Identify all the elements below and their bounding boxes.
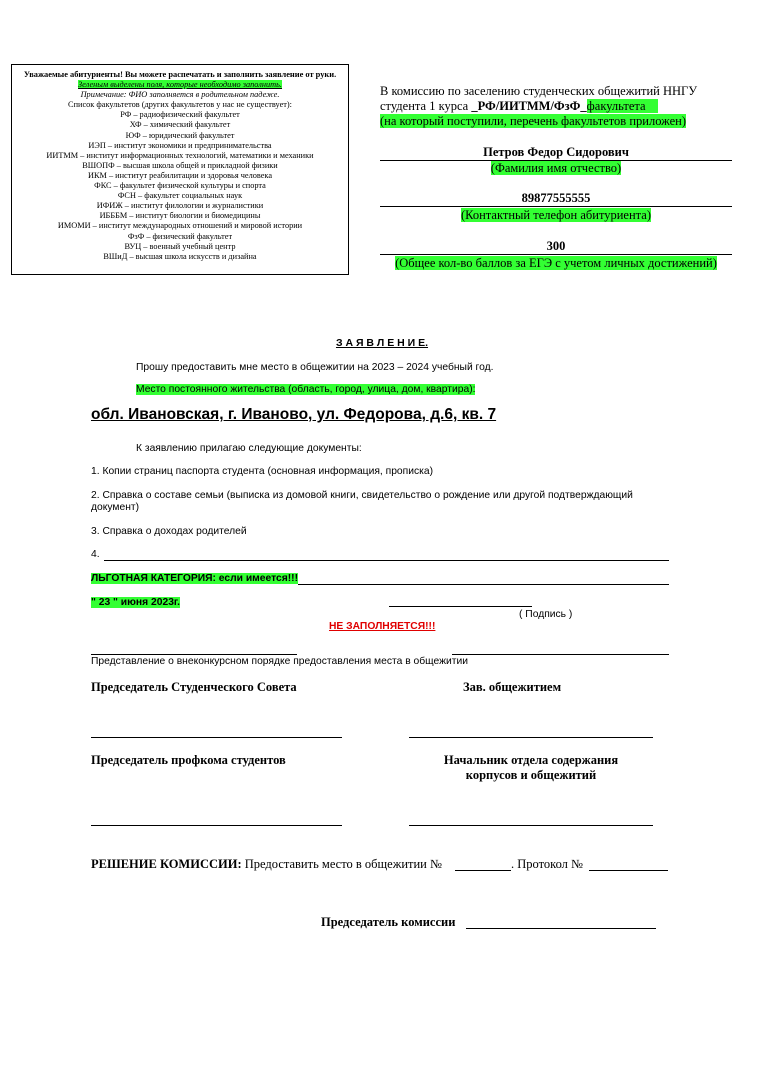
union-chair-line (91, 825, 342, 826)
noncompetitive-line-left (91, 654, 297, 655)
union-chair-label: Председатель профкома студентов (91, 753, 286, 767)
faculty-item: ВШОПФ – высшая школа общей и прикладной физики (82, 160, 278, 170)
notice-green-note: Зеленым выделены поля, которые необходимо заполнить. (78, 80, 282, 90)
dorm-head-label: Зав. общежитием (463, 680, 562, 694)
date-field[interactable]: " 23 " июня 2023г. (91, 597, 181, 608)
phone-field[interactable]: 89877555555 (380, 191, 732, 207)
commission-chair-label: Председатель комиссии (321, 915, 456, 929)
addressee-line3: (на который поступили, перечень факультетов приложен) (380, 114, 687, 128)
notice-title: Уважаемые абитуриенты! Вы можете распечатать и заполнить заявление от руки. (23, 70, 337, 79)
request-text: Прошу предоставить мне место в общежитии на 2023 – 2024 учебный год. (136, 362, 494, 373)
name-field[interactable]: Петров Федор Сидорович (380, 145, 732, 161)
faculty-item: ИБББМ – институт биологии и биомедицины (99, 211, 261, 221)
council-chair-line (91, 737, 342, 738)
residence-label: Место постоянного жительства (область, город, улица, дом, квартира): (136, 384, 476, 395)
score-label: (Общее кол-во баллов за ЕГЭ с учетом личных достижений) (395, 256, 717, 270)
addressee-header (380, 84, 750, 129)
addressee-line1: В комиссию по заселению студенческих общежитий ННГУ (380, 84, 698, 98)
notice-list-title: Список факультетов (других факультетов у нас не существует): (68, 100, 292, 110)
faculty-item: ВУЦ – военный учебный центр (124, 241, 236, 251)
doc-item-2-cont: документ) (91, 502, 140, 513)
doc-item-3: 3. Справка о доходах родителей (91, 526, 247, 537)
dorm-head-line (409, 737, 653, 738)
faculty-list (12, 110, 348, 261)
not-fill-warning: НЕ ЗАПОЛНЯЕТСЯ!!! (329, 621, 436, 632)
score-field[interactable]: 300 (380, 239, 732, 255)
faculty-item: ИКМ – институт реабилитации и здоровья человека (87, 170, 273, 180)
signature-line[interactable] (389, 606, 532, 607)
doc-item-4: 4. (91, 549, 100, 560)
notice-box (11, 64, 349, 275)
category-label: ЛЬГОТНАЯ КАТЕГОРИЯ: если имеется!!! (91, 573, 299, 584)
faculty-value: _РФ/ИИТММ/ФзФ_ (471, 99, 587, 113)
faculty-item: ИИТММ – институт информационных технологий, математики и механики (46, 150, 314, 160)
faculty-item: ИМОМИ – институт международных отношений и мировой истории (57, 221, 303, 231)
doc-item-4-line[interactable] (104, 560, 669, 561)
faculty-item: ФСН – факультет социальных наук (117, 191, 243, 201)
residence-value[interactable]: обл. Ивановская, г. Иваново, ул. Федорова, д.6, кв. 7 (91, 406, 497, 423)
faculty-item: ВШиД – высшая школа искусств и дизайна (103, 251, 257, 261)
doc-item-1: 1. Копии страниц паспорта студента (основная информация, прописка) (91, 466, 434, 477)
faculty-item: ФКС – факультет физической культуры и спорта (94, 181, 266, 191)
signature-label: ( Подпись ) (519, 609, 573, 620)
phone-label: (Контактный телефон абитуриента) (460, 208, 651, 222)
protocol-number-line (589, 870, 668, 871)
dept-head-line (409, 825, 653, 826)
protocol-text: . Протокол № (511, 857, 583, 871)
notice-fio-note: Примечание: ФИО заполняется в родительном падеже. (80, 90, 280, 100)
dept-head-label: Начальник отдела содержания корпусов и общежитий (443, 753, 619, 782)
noncompetitive-line-right (452, 654, 669, 655)
noncompetitive-text: Представление о внеконкурсном порядке предоставления места в общежитии (91, 656, 468, 667)
faculty-item: ЮФ – юридический факультет (125, 130, 235, 140)
council-chair-label: Председатель Студенческого Совета (91, 680, 297, 694)
faculty-item: ФзФ – физический факультет (127, 231, 233, 241)
decision-text: РЕШЕНИЕ КОМИССИИ: Предоставить место в общежитии № (91, 857, 442, 871)
category-line[interactable] (298, 584, 669, 585)
faculty-item: ХФ – химический факультет (129, 120, 231, 130)
addressee-line2: студента 1 курса _РФ/ИИТММ/ФзФ_факультета (380, 99, 750, 114)
faculty-item: ИЭП – институт экономики и предпринимательства (88, 140, 272, 150)
name-label: (Фамилия имя отчество) (490, 161, 622, 175)
faculty-item: РФ – радиофизический факультет (120, 110, 240, 120)
commission-chair-line (466, 928, 656, 929)
dorm-number-line (455, 870, 511, 871)
faculty-item: ИФИЖ – институт филологии и журналистики (96, 201, 264, 211)
doc-item-2: 2. Справка о составе семьи (выписка из домовой книги, свидетельство о рождение или другой подтверждающий (91, 490, 633, 501)
docs-intro: К заявлению прилагаю следующие документы: (136, 443, 362, 454)
application-heading: З А Я В Л Е Н И Е. (335, 337, 429, 349)
